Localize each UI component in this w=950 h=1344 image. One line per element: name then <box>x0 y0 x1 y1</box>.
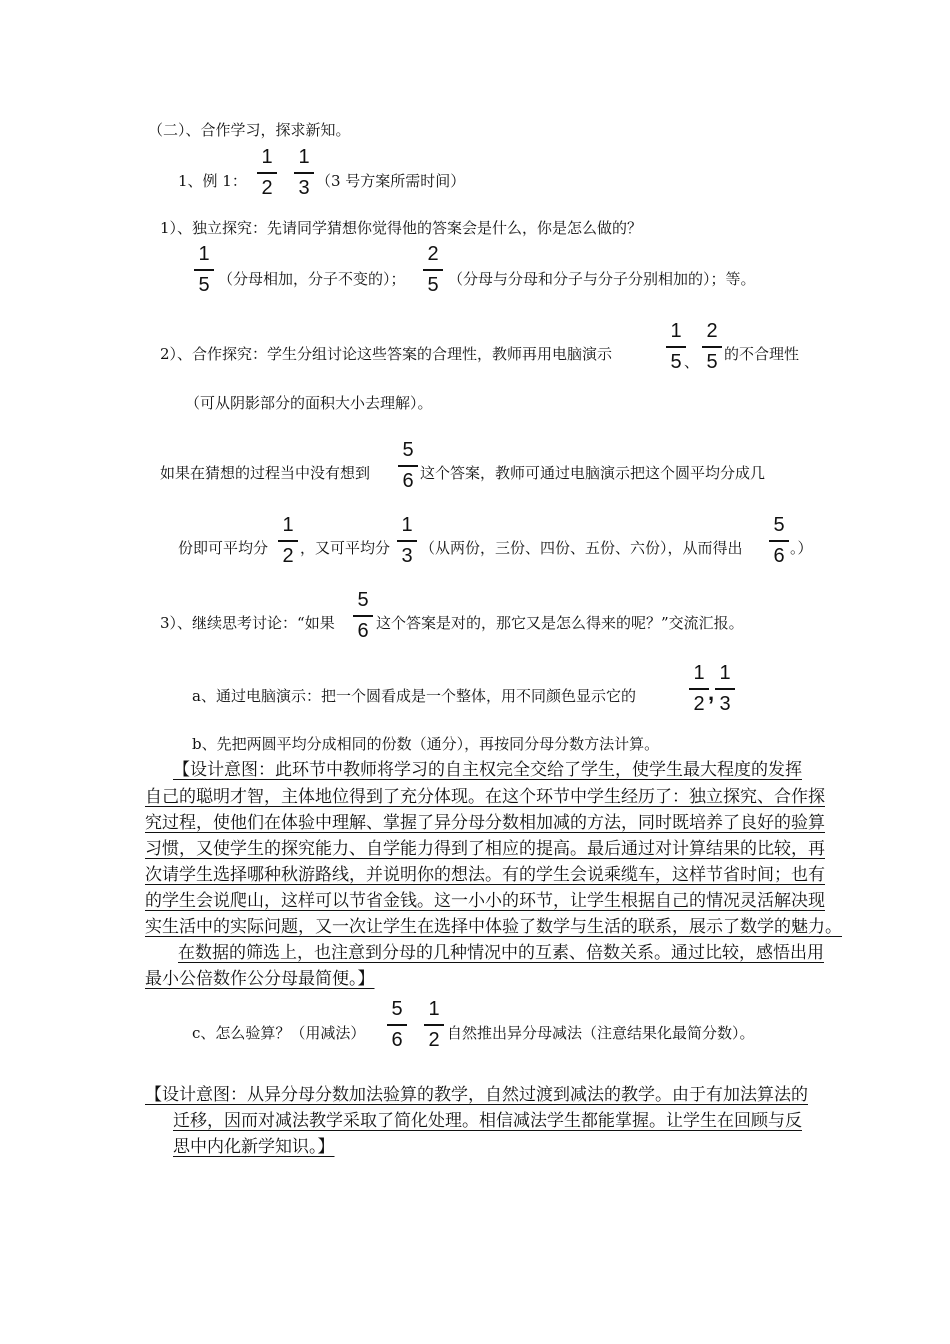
item-a-text: a、通过电脑演示：把一个圆看成是一个整体，用不同颜色显示它的 <box>192 687 636 705</box>
design-intent-1-line: 实生活中的实际问题，又一次让学生在选择中体验了数学与生活的联系，展示了数学的魅力。 <box>145 917 842 937</box>
design-intent-1-line: 最小公倍数作公分母最简便。】 <box>145 969 375 989</box>
fraction-one-fifth-2: 1 5 <box>665 320 687 373</box>
fraction-two-fifths-2: 2 5 <box>701 320 723 373</box>
fraction-one-fifth: 1 5 <box>193 243 215 296</box>
para-b-text-1: 份即可平均分 <box>178 539 269 557</box>
fraction-one-half-4: 1 2 <box>423 998 445 1051</box>
guess-2-text: （分母与分母和分子与分子分别相加的）；等。 <box>448 270 756 288</box>
fraction-two-fifths: 2 5 <box>422 243 444 296</box>
step-1-text: 1）、独立探究：先请同学猜想你觉得他的答案会是什么，你是怎么做的？ <box>160 219 643 237</box>
design-intent-1-line: 究过程，使他们在体验中理解、掌握了异分母分数相加减的方法，同时既培养了良好的验算 <box>145 813 825 833</box>
item-a-comma: , <box>708 680 715 705</box>
fraction-one-third: 1 3 <box>293 146 315 199</box>
step-2-note: （可从阴影部分的面积大小去理解）。 <box>185 394 433 412</box>
fraction-one-half: 1 2 <box>256 146 278 199</box>
para-b-text-3: （从两份，三份、四份、五份、六份），从而得出 <box>420 539 743 557</box>
example-label: 1、例 1： <box>178 172 247 190</box>
fraction-one-third-2: 1 3 <box>396 514 418 567</box>
design-intent-1-line: 次请学生选择哪种秋游路线，并说明你的想法。有的学生会说乘缆车，这样节省时间；也有 <box>145 865 825 885</box>
fraction-one-half-3: 1 2 <box>688 662 710 715</box>
guess-1-text: （分母相加，分子不变的）； <box>218 270 406 288</box>
section-heading: （二）、合作学习，探求新知。 <box>148 121 351 139</box>
step-3-text-b: 这个答案是对的，那它又是怎么得来的呢？”交流汇报。 <box>376 614 744 632</box>
para-b-text-4: 。） <box>790 539 813 557</box>
fraction-five-sixths-2: 5 6 <box>768 514 790 567</box>
design-intent-2-line: 思中内化新学知识。】 <box>173 1137 335 1157</box>
step-2-end: 的不合理性 <box>724 345 800 363</box>
design-intent-1-line: 在数据的筛选上，也注意到分母的几种情况中的互素、倍数关系。通过比较，感悟出用 <box>178 943 824 963</box>
design-intent-1-line: 自己的聪明才智，主体地位得到了充分体现。在这个环节中学生经历了：独立探究、合作探 <box>145 787 825 807</box>
fraction-five-sixths: 5 6 <box>397 439 419 492</box>
item-b-text: b、先把两圆平均分成相同的份数（通分），再按同分母分数方法计算。 <box>192 735 660 753</box>
para-a-text-2: 这个答案，教师可通过电脑演示把这个圆平均分成几 <box>420 464 766 482</box>
design-intent-1-line: 的学生会说爬山，这样可以节省金钱。这一小小的环节，让学生根据自己的情况灵活解决现 <box>145 891 825 911</box>
example-note: （3 号方案所需时间） <box>316 172 466 190</box>
design-intent-1-line: 习惯，又使学生的探究能力、自学能力得到了相应的提高。最后通过对计算结果的比较，再 <box>145 839 825 859</box>
para-b-text-2: ，又可平均分 <box>300 539 391 557</box>
fraction-five-sixths-3: 5 6 <box>352 589 374 642</box>
fraction-one-half-2: 1 2 <box>277 514 299 567</box>
design-intent-2-line: 【设计意图：从异分母分数加法验算的教学，自然过渡到减法的教学。由于有加法算法的 <box>145 1085 808 1105</box>
item-c-text-2: 自然推出异分母减法（注意结果化最简分数）。 <box>447 1024 755 1042</box>
design-intent-1-line: 【设计意图：此环节中教师将学习的自主权完全交给了学生，使学生最大程度的发挥 <box>173 760 802 780</box>
fraction-five-sixths-4: 5 6 <box>386 998 408 1051</box>
design-intent-2-line: 迁移，因而对减法教学采取了简化处理。相信减法学生都能掌握。让学生在回顾与反 <box>173 1111 802 1131</box>
step-2-text: 2）、合作探究：学生分组讨论这些答案的合理性，教师再用电脑演示 <box>160 345 613 363</box>
para-a-text: 如果在猜想的过程当中没有想到 <box>160 464 371 482</box>
item-c-text-1: c、怎么验算？（用减法） <box>192 1024 366 1042</box>
fraction-one-third-3: 1 3 <box>714 662 736 715</box>
step-3-text-a: 3）、继续思考讨论：“如果 <box>160 614 335 632</box>
separator-text: 、 <box>684 353 700 371</box>
